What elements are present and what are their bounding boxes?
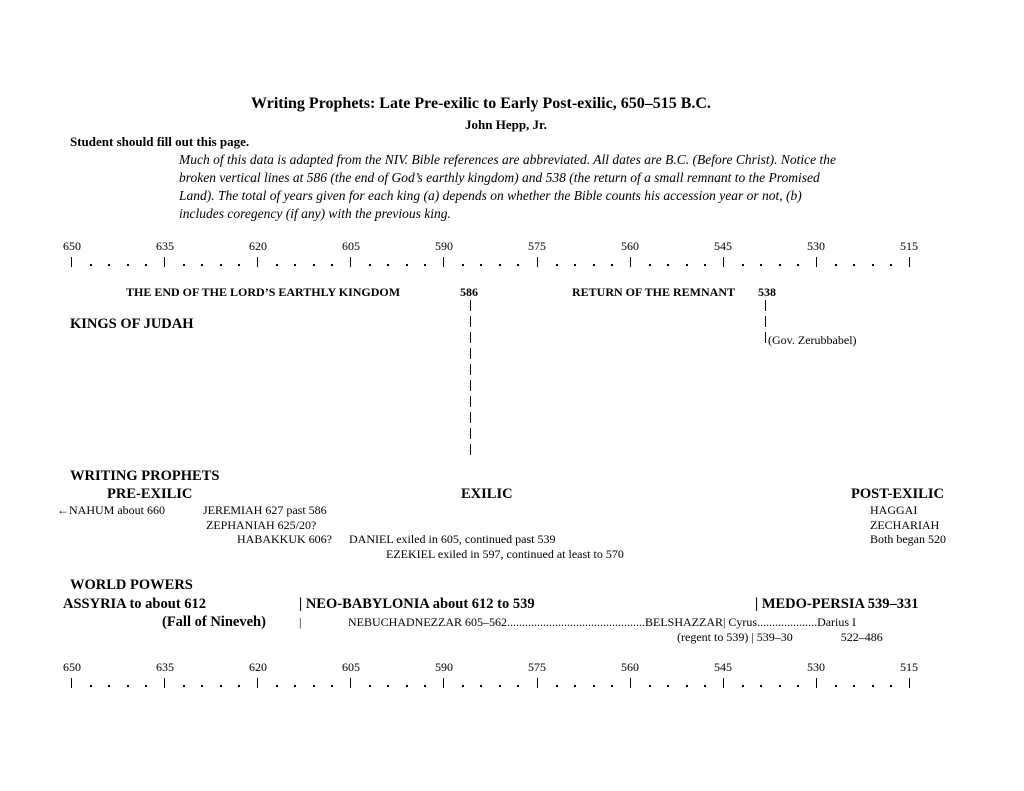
minor-tick bbox=[890, 685, 892, 687]
minor-tick bbox=[890, 264, 892, 266]
line-segment bbox=[470, 332, 471, 343]
major-tick bbox=[443, 257, 444, 267]
minor-tick bbox=[742, 685, 744, 687]
pre-exilic-heading: PRE-EXILIC bbox=[107, 486, 193, 502]
fall-of-nineveh: (Fall of Nineveh) bbox=[162, 614, 266, 630]
tick-label: 635 bbox=[156, 239, 174, 253]
minor-tick bbox=[369, 264, 371, 266]
intro-note: Much of this data is adapted from the NIV. Bible references are abbreviated. All dates are B.C. (Before Christ). Notice the broken vertical lines at 586 (the end of God’s earthly kingdom) and 538 (the return of a small remnant to the Promised Land). The total of years given for each king (a) depends on whether the Bible counts his accession year or not, (b) includes coregency (if any) with the previous king. bbox=[179, 152, 837, 221]
line-segment bbox=[470, 380, 471, 391]
power-medo-persia: | MEDO-PERSIA 539–331 bbox=[755, 596, 919, 612]
post-exilic-note: Both began 520 bbox=[870, 532, 946, 546]
minor-tick bbox=[499, 685, 501, 687]
post-exilic-heading: POST-EXILIC bbox=[851, 486, 944, 502]
return-label: RETURN OF THE REMNANT bbox=[572, 285, 736, 299]
minor-tick bbox=[238, 264, 240, 266]
tick-label: 530 bbox=[807, 239, 825, 253]
minor-tick bbox=[517, 685, 519, 687]
line-segment bbox=[470, 364, 471, 375]
minor-tick bbox=[313, 685, 315, 687]
prophet-jeremiah: JEREMIAH 627 past 586 bbox=[203, 503, 327, 517]
minor-tick bbox=[853, 264, 855, 266]
line-segment bbox=[470, 444, 471, 455]
line-segment bbox=[470, 300, 471, 311]
tick-label: 560 bbox=[621, 660, 639, 674]
line-segment bbox=[765, 316, 766, 327]
minor-tick bbox=[387, 264, 389, 266]
tick-label: 650 bbox=[63, 239, 81, 253]
minor-tick bbox=[704, 685, 706, 687]
prophet-daniel: DANIEL exiled in 605, continued past 539 bbox=[349, 532, 556, 546]
minor-tick bbox=[183, 685, 185, 687]
line-segment bbox=[470, 348, 471, 359]
minor-tick bbox=[480, 685, 482, 687]
major-tick bbox=[537, 257, 538, 267]
prophet-zechariah: ZECHARIAH bbox=[870, 518, 940, 532]
minor-tick bbox=[686, 264, 688, 266]
babylonia-bar: | bbox=[299, 615, 302, 629]
minor-tick bbox=[276, 685, 278, 687]
minor-tick bbox=[480, 264, 482, 266]
tick-label: 590 bbox=[435, 239, 453, 253]
powers-heading: WORLD POWERS bbox=[70, 577, 193, 593]
end-kingdom-label: THE END OF THE LORD’S EARTHLY KINGDOM bbox=[126, 285, 401, 299]
minor-tick bbox=[424, 685, 426, 687]
minor-tick bbox=[556, 264, 558, 266]
major-tick bbox=[816, 678, 817, 688]
minor-tick bbox=[238, 685, 240, 687]
minor-tick bbox=[593, 264, 595, 266]
minor-tick bbox=[387, 685, 389, 687]
minor-tick bbox=[760, 685, 762, 687]
line-segment bbox=[470, 396, 471, 407]
zerubbabel-label: (Gov. Zerubbabel) bbox=[768, 333, 857, 347]
major-tick bbox=[257, 257, 258, 267]
minor-tick bbox=[686, 685, 688, 687]
minor-tick bbox=[835, 685, 837, 687]
major-tick bbox=[909, 678, 910, 688]
minor-tick bbox=[667, 685, 669, 687]
minor-tick bbox=[556, 685, 558, 687]
minor-tick bbox=[742, 264, 744, 266]
major-tick bbox=[537, 678, 538, 688]
tick-label: 620 bbox=[249, 239, 267, 253]
minor-tick bbox=[760, 264, 762, 266]
minor-tick bbox=[649, 264, 651, 266]
minor-tick bbox=[574, 685, 576, 687]
minor-tick bbox=[331, 264, 333, 266]
minor-tick bbox=[201, 685, 203, 687]
minor-tick bbox=[499, 264, 501, 266]
prophet-haggai: HAGGAI bbox=[870, 503, 918, 517]
minor-tick bbox=[145, 685, 147, 687]
minor-tick bbox=[108, 264, 110, 266]
minor-tick bbox=[145, 264, 147, 266]
major-tick bbox=[909, 257, 910, 267]
return-year: 538 bbox=[758, 285, 776, 299]
tick-label: 650 bbox=[63, 660, 81, 674]
minor-tick bbox=[108, 685, 110, 687]
minor-tick bbox=[779, 264, 781, 266]
minor-tick bbox=[183, 264, 185, 266]
prophet-habakkuk: HABAKKUK 606? bbox=[237, 532, 332, 546]
minor-tick bbox=[424, 264, 426, 266]
major-tick bbox=[164, 257, 165, 267]
line-segment bbox=[765, 300, 766, 311]
minor-tick bbox=[220, 685, 222, 687]
tick-label: 605 bbox=[342, 239, 360, 253]
prophet-zephaniah: ZEPHANIAH 625/20? bbox=[206, 518, 317, 532]
major-tick bbox=[164, 678, 165, 688]
tick-label: 575 bbox=[528, 660, 546, 674]
minor-tick bbox=[276, 264, 278, 266]
tick-label: 575 bbox=[528, 239, 546, 253]
minor-tick bbox=[667, 264, 669, 266]
minor-tick bbox=[649, 685, 651, 687]
minor-tick bbox=[611, 685, 613, 687]
major-tick bbox=[257, 678, 258, 688]
rulers-line: NEBUCHADNEZZAR 605–562..............................................BELSHAZZAR| Cyrus....................Darius I bbox=[348, 615, 857, 629]
minor-tick bbox=[90, 264, 92, 266]
minor-tick bbox=[835, 264, 837, 266]
minor-tick bbox=[779, 685, 781, 687]
minor-tick bbox=[853, 685, 855, 687]
major-tick bbox=[443, 678, 444, 688]
minor-tick bbox=[872, 685, 874, 687]
line-segment bbox=[470, 316, 471, 327]
prophets-heading: WRITING PROPHETS bbox=[70, 468, 220, 484]
minor-tick bbox=[462, 264, 464, 266]
minor-tick bbox=[331, 685, 333, 687]
minor-tick bbox=[127, 264, 129, 266]
author: John Hepp, Jr. bbox=[465, 117, 547, 132]
instruction: Student should fill out this page. bbox=[70, 134, 250, 149]
line-segment bbox=[470, 412, 471, 423]
minor-tick bbox=[517, 264, 519, 266]
minor-tick bbox=[872, 264, 874, 266]
major-tick bbox=[630, 678, 631, 688]
major-tick bbox=[350, 257, 351, 267]
prophet-nahum: ←NAHUM about 660 bbox=[57, 503, 165, 517]
minor-tick bbox=[127, 685, 129, 687]
minor-tick bbox=[574, 264, 576, 266]
tick-label: 515 bbox=[900, 239, 918, 253]
tick-label: 620 bbox=[249, 660, 267, 674]
kings-heading: KINGS OF JUDAH bbox=[70, 316, 194, 332]
end-kingdom-year: 586 bbox=[460, 285, 478, 299]
major-tick bbox=[350, 678, 351, 688]
tick-label: 560 bbox=[621, 239, 639, 253]
power-neo-babylonia: | NEO-BABYLONIA about 612 to 539 bbox=[299, 596, 535, 612]
major-tick bbox=[71, 678, 72, 688]
prophet-ezekiel: EZEKIEL exiled in 597, continued at least to 570 bbox=[386, 547, 624, 561]
minor-tick bbox=[406, 264, 408, 266]
line-segment bbox=[765, 332, 766, 343]
tick-label: 635 bbox=[156, 660, 174, 674]
power-assyria: ASSYRIA to about 612 bbox=[63, 596, 207, 612]
exilic-heading: EXILIC bbox=[461, 486, 513, 502]
tick-label: 515 bbox=[900, 660, 918, 674]
rulers-note: (regent to 539) | 539–30 522–486 bbox=[677, 630, 883, 644]
minor-tick bbox=[220, 264, 222, 266]
minor-tick bbox=[611, 264, 613, 266]
major-tick bbox=[816, 257, 817, 267]
minor-tick bbox=[593, 685, 595, 687]
minor-tick bbox=[797, 685, 799, 687]
minor-tick bbox=[294, 264, 296, 266]
minor-tick bbox=[90, 685, 92, 687]
page-title: Writing Prophets: Late Pre-exilic to Early Post-exilic, 650–515 B.C. bbox=[251, 95, 711, 112]
minor-tick bbox=[313, 264, 315, 266]
minor-tick bbox=[294, 685, 296, 687]
minor-tick bbox=[201, 264, 203, 266]
tick-label: 545 bbox=[714, 239, 732, 253]
minor-tick bbox=[704, 264, 706, 266]
major-tick bbox=[71, 257, 72, 267]
major-tick bbox=[723, 678, 724, 688]
minor-tick bbox=[369, 685, 371, 687]
tick-label: 605 bbox=[342, 660, 360, 674]
tick-label: 545 bbox=[714, 660, 732, 674]
minor-tick bbox=[462, 685, 464, 687]
line-segment bbox=[470, 428, 471, 439]
tick-label: 590 bbox=[435, 660, 453, 674]
minor-tick bbox=[406, 685, 408, 687]
major-tick bbox=[630, 257, 631, 267]
minor-tick bbox=[797, 264, 799, 266]
tick-label: 530 bbox=[807, 660, 825, 674]
major-tick bbox=[723, 257, 724, 267]
